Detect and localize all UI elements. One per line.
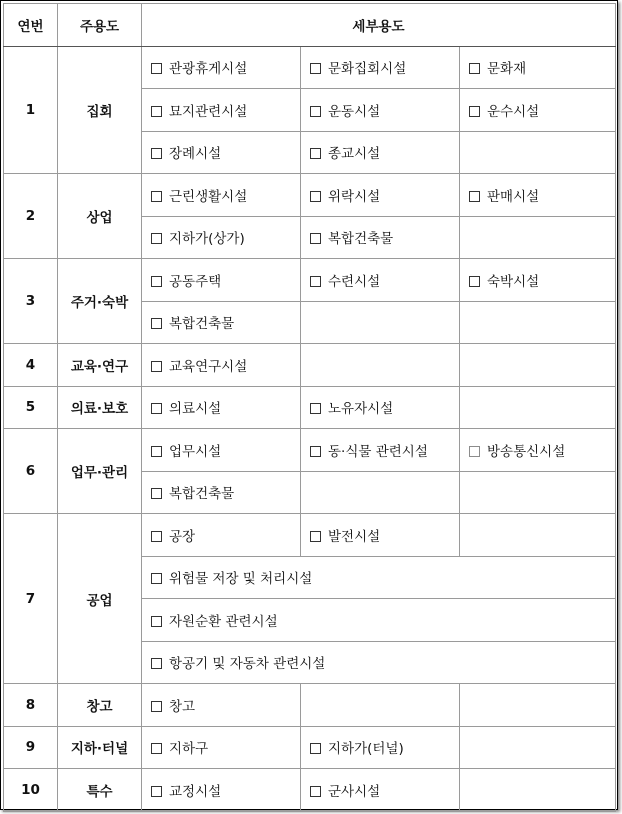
detail-use-item[interactable] xyxy=(142,386,301,429)
checkbox-icon[interactable] xyxy=(310,233,321,244)
building-use-table xyxy=(3,3,616,812)
detail-use-item[interactable] xyxy=(301,46,460,89)
checkbox-icon[interactable] xyxy=(310,191,321,202)
checkbox-icon[interactable] xyxy=(310,148,321,159)
detail-use-label: 항공기 및 자동차 관련시설 xyxy=(169,656,326,673)
detail-use-item[interactable] xyxy=(301,131,460,174)
checkbox-icon[interactable] xyxy=(310,786,321,797)
detail-use-label: 판매시설 xyxy=(487,188,540,205)
row-number: 8 xyxy=(4,684,58,727)
empty-cell xyxy=(301,344,460,387)
detail-use-item[interactable] xyxy=(142,174,301,217)
empty-cell xyxy=(460,514,616,557)
empty-cell xyxy=(460,684,616,727)
detail-use-label: 지하가(터널) xyxy=(328,741,404,758)
detail-use-item[interactable] xyxy=(142,641,616,684)
checkbox-icon[interactable] xyxy=(310,106,321,117)
detail-use-item[interactable] xyxy=(142,684,301,727)
detail-use-item[interactable] xyxy=(142,259,301,302)
empty-cell xyxy=(301,301,460,344)
detail-use-item[interactable] xyxy=(301,89,460,132)
checkbox-icon[interactable] xyxy=(469,276,480,287)
detail-use-label: 운수시설 xyxy=(487,103,540,120)
row-number: 9 xyxy=(4,726,58,769)
checkbox-icon[interactable] xyxy=(151,616,162,627)
main-use-label: 지하·터널 xyxy=(58,726,142,769)
detail-use-item[interactable] xyxy=(142,301,301,344)
table-row xyxy=(4,174,616,217)
row-number: 7 xyxy=(4,514,58,684)
detail-use-item[interactable] xyxy=(301,386,460,429)
empty-cell xyxy=(460,216,616,259)
checkbox-icon[interactable] xyxy=(310,531,321,542)
checkbox-icon[interactable] xyxy=(151,233,162,244)
checkbox-icon[interactable] xyxy=(310,403,321,414)
detail-use-label: 발전시설 xyxy=(328,528,381,545)
checkbox-icon[interactable] xyxy=(151,573,162,584)
detail-use-label: 업무시설 xyxy=(169,443,222,460)
checkbox-icon[interactable] xyxy=(310,743,321,754)
detail-use-item[interactable] xyxy=(142,131,301,174)
checkbox-icon[interactable] xyxy=(151,318,162,329)
detail-use-item[interactable] xyxy=(142,514,301,557)
table-row xyxy=(4,429,616,472)
detail-use-item[interactable] xyxy=(142,599,616,642)
main-use-label: 상업 xyxy=(58,174,142,259)
detail-use-item[interactable] xyxy=(301,514,460,557)
row-number: 3 xyxy=(4,259,58,344)
empty-cell xyxy=(460,386,616,429)
table-row xyxy=(4,46,616,89)
checkbox-icon[interactable] xyxy=(151,403,162,414)
checkbox-icon[interactable] xyxy=(469,191,480,202)
detail-use-label: 종교시설 xyxy=(328,146,381,163)
detail-use-label: 지하구 xyxy=(169,741,209,758)
table-row xyxy=(4,684,616,727)
detail-use-label: 위락시설 xyxy=(328,188,381,205)
detail-use-item[interactable] xyxy=(142,769,301,812)
checkbox-icon[interactable] xyxy=(310,276,321,287)
detail-use-item[interactable] xyxy=(301,259,460,302)
main-use-label: 특수 xyxy=(58,769,142,812)
empty-cell xyxy=(301,684,460,727)
row-number: 5 xyxy=(4,386,58,429)
checkbox-icon[interactable] xyxy=(151,743,162,754)
detail-use-label: 묘지관련시설 xyxy=(169,103,248,120)
row-number: 6 xyxy=(4,429,58,514)
detail-use-label: 노유자시설 xyxy=(328,401,394,418)
checkbox-icon[interactable] xyxy=(469,446,480,457)
detail-use-label: 문화재 xyxy=(487,61,527,78)
table-row xyxy=(4,386,616,429)
detail-use-item[interactable] xyxy=(460,259,616,302)
header-detail-use: 세부용도 xyxy=(142,4,616,47)
checkbox-icon[interactable] xyxy=(151,658,162,669)
detail-use-label: 공장 xyxy=(169,528,196,545)
table-row xyxy=(4,344,616,387)
table-row xyxy=(4,514,616,557)
detail-use-item[interactable] xyxy=(142,89,301,132)
main-use-label: 교육·연구 xyxy=(58,344,142,387)
detail-use-label: 근린생활시설 xyxy=(169,188,248,205)
empty-cell xyxy=(460,471,616,514)
header-main-use: 주용도 xyxy=(58,4,142,47)
detail-use-item[interactable] xyxy=(142,216,301,259)
detail-use-item[interactable] xyxy=(142,556,616,599)
main-use-label: 업무·관리 xyxy=(58,429,142,514)
detail-use-item[interactable] xyxy=(301,216,460,259)
detail-use-label: 군사시설 xyxy=(328,783,381,800)
detail-use-label: 공동주택 xyxy=(169,273,222,290)
empty-cell xyxy=(460,344,616,387)
detail-use-item[interactable] xyxy=(142,429,301,472)
header-row xyxy=(4,4,616,47)
detail-use-label: 방송통신시설 xyxy=(487,443,566,460)
empty-cell xyxy=(460,131,616,174)
main-use-label: 공업 xyxy=(58,514,142,684)
detail-use-item[interactable] xyxy=(142,344,301,387)
detail-use-item[interactable] xyxy=(142,726,301,769)
detail-use-label: 교정시설 xyxy=(169,783,222,800)
checkbox-icon[interactable] xyxy=(151,361,162,372)
header-num: 연번 xyxy=(4,4,58,47)
empty-cell xyxy=(301,471,460,514)
detail-use-label: 복합건축물 xyxy=(169,316,235,333)
checkbox-icon[interactable] xyxy=(151,106,162,117)
detail-use-item[interactable] xyxy=(460,429,616,472)
detail-use-label: 창고 xyxy=(169,698,196,715)
row-number: 10 xyxy=(4,769,58,812)
detail-use-label: 복합건축물 xyxy=(169,486,235,503)
checkbox-icon[interactable] xyxy=(151,191,162,202)
detail-use-label: 수련시설 xyxy=(328,273,381,290)
main-use-label: 집회 xyxy=(58,46,142,174)
detail-use-label: 위험물 저장 및 처리시설 xyxy=(169,571,313,588)
checkbox-icon[interactable] xyxy=(151,63,162,74)
main-use-label: 창고 xyxy=(58,684,142,727)
main-use-label: 의료·보호 xyxy=(58,386,142,429)
row-number: 4 xyxy=(4,344,58,387)
checkbox-icon[interactable] xyxy=(151,148,162,159)
main-use-label: 주거·숙박 xyxy=(58,259,142,344)
detail-use-item[interactable] xyxy=(142,46,301,89)
detail-use-label: 자원순환 관련시설 xyxy=(169,613,278,630)
empty-cell xyxy=(460,726,616,769)
detail-use-label: 지하가(상가) xyxy=(169,231,245,248)
detail-use-label: 의료시설 xyxy=(169,401,222,418)
table-body xyxy=(4,46,616,811)
detail-use-label: 장례시설 xyxy=(169,146,222,163)
detail-use-item[interactable] xyxy=(460,174,616,217)
detail-use-label: 운동시설 xyxy=(328,103,381,120)
table-row xyxy=(4,769,616,812)
detail-use-label: 교육연구시설 xyxy=(169,358,248,375)
empty-cell xyxy=(460,769,616,812)
checkbox-icon[interactable] xyxy=(151,276,162,287)
detail-use-item[interactable] xyxy=(301,174,460,217)
empty-cell xyxy=(460,301,616,344)
detail-use-label: 복합건축물 xyxy=(328,231,394,248)
detail-use-label: 관광휴게시설 xyxy=(169,61,248,78)
row-number: 1 xyxy=(4,46,58,174)
checkbox-icon[interactable] xyxy=(469,106,480,117)
checkbox-icon[interactable] xyxy=(151,531,162,542)
table-row xyxy=(4,259,616,302)
checkbox-icon[interactable] xyxy=(310,446,321,457)
detail-use-item[interactable] xyxy=(142,471,301,514)
row-number: 2 xyxy=(4,174,58,259)
detail-use-label: 문화집회시설 xyxy=(328,61,407,78)
detail-use-item[interactable] xyxy=(301,429,460,472)
detail-use-item[interactable] xyxy=(301,726,460,769)
checkbox-icon[interactable] xyxy=(151,488,162,499)
checkbox-icon[interactable] xyxy=(151,701,162,712)
detail-use-item[interactable] xyxy=(460,89,616,132)
checkbox-icon[interactable] xyxy=(310,63,321,74)
detail-use-label: 동·식물 관련시설 xyxy=(328,443,428,460)
detail-use-item[interactable] xyxy=(301,769,460,812)
checkbox-icon[interactable] xyxy=(151,786,162,797)
detail-use-item[interactable] xyxy=(460,46,616,89)
checkbox-icon[interactable] xyxy=(151,446,162,457)
checkbox-icon[interactable] xyxy=(469,63,480,74)
table-row xyxy=(4,726,616,769)
detail-use-label: 숙박시설 xyxy=(487,273,540,290)
